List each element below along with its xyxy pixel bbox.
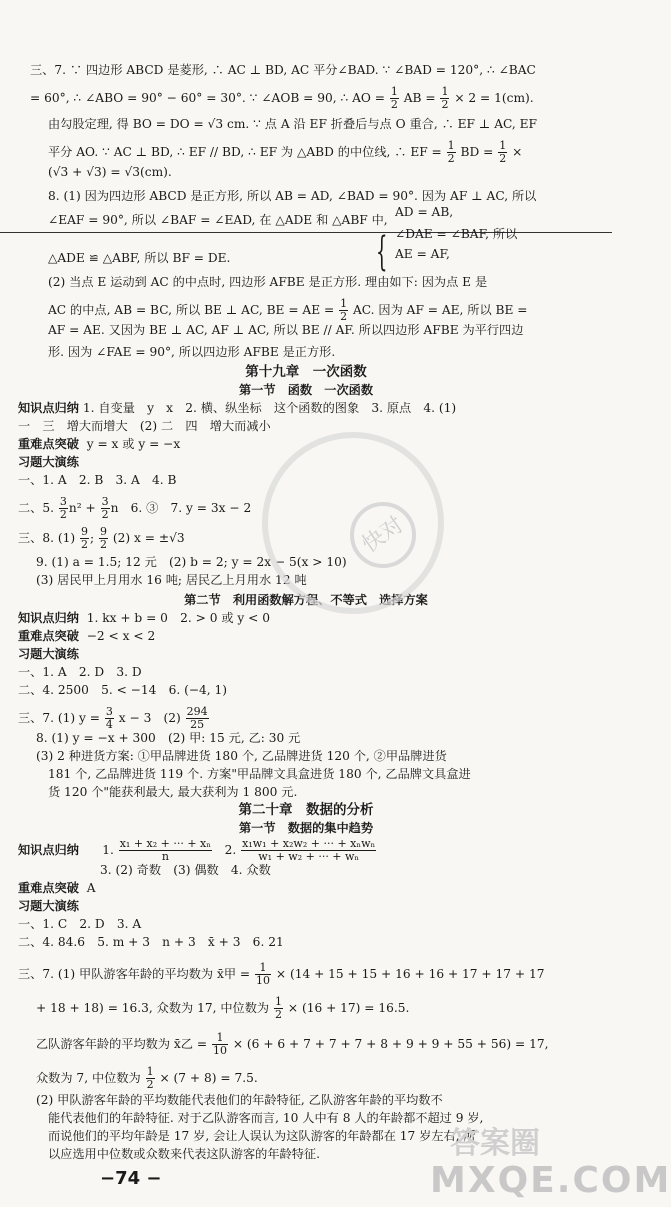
system-line: AE = AF,	[395, 247, 450, 261]
text-line: (2) 甲队游客年龄的平均数能代表他们的年龄特征, 乙队游客年龄的平均数不	[36, 1093, 443, 1107]
text-line: 三、8. (1) $\frac{9}{2}$ ; $\frac{9}{2}$ (2) x = ±√3	[18, 525, 185, 551]
text-line: 181 个, 乙品牌进货 119 个. 方案"甲品牌文具盒进货 180 个, 乙品牌文具盒进	[48, 767, 471, 781]
text-line: 能代表他们的年龄特征. 对于乙队游客而言, 10 人中有 8 人的年龄都不超过 9 岁,	[48, 1111, 484, 1125]
fraction: $\frac{1}{2}$	[441, 85, 449, 111]
text-line: △ADE ≌ △ABF, 所以 BF = DE.	[48, 251, 231, 265]
fraction: $\frac{294}{25}$	[186, 705, 208, 731]
text-line: 重难点突破 A	[18, 881, 96, 895]
fraction: $\frac{1}{2}$	[499, 139, 507, 165]
chapter-title: 第二十章 数据的分析	[238, 802, 374, 818]
label-knowledge: 知识点归纳	[18, 401, 79, 415]
fraction: $\frac{1}{2}$	[340, 297, 348, 323]
text-line: (√3 + √3) = √3(cm).	[48, 165, 172, 179]
fraction: $\frac{1}{2}$	[390, 85, 398, 111]
label-knowledge: 知识点归纳	[18, 611, 79, 625]
text-line: 平分 AO. ∵ AC ⊥ BD, ∴ EF // BD, ∴ EF 为 △ABD 的中位线, ∴ EF = $\frac{1}{2}$ BD = $\frac{1}{2}$ ×	[48, 139, 523, 165]
fraction: $\frac{9}{2}$	[100, 525, 108, 551]
text-line: 三、7. (1) 甲队游客年龄的平均数为 x̄甲 = $\frac{1}{10}$ × (14 + 15 + 15 + 16 + 16 + 17 + 17 + 17	[18, 961, 545, 987]
text-line: AC 的中点, AB = BC, 所以 BE ⊥ AC, BE = AE = $\frac{1}{2}$ AC. 因为 AF = AE, 所以 BE =	[48, 297, 528, 323]
page-number: −74 −	[100, 1168, 162, 1189]
fraction: $\frac{9}{2}$	[81, 525, 89, 551]
text-line: 众数为 7, 中位数为 $\frac{1}{2}$ × (7 + 8) = 7.5.	[36, 1065, 258, 1091]
text-line: (3) 居民甲上月用水 16 吨; 居民乙上月用水 12 吨	[36, 573, 307, 587]
text-line: 二、4. 84.6 5. m + 3 n + 3 x̄ + 3 6. 21	[18, 935, 284, 949]
site-watermark-cn: 答案圈	[450, 1126, 540, 1161]
text-line: (3) 2 种进货方案: ①甲品牌进货 180 个, 乙品牌进货 120 个, ②甲品牌进货	[36, 749, 447, 763]
label-exercises: 习题大演练	[18, 647, 79, 661]
text-line: 乙队游客年龄的平均数为 x̄乙 = $\frac{1}{10}$ × (6 + 6 + 7 + 7 + 7 + 8 + 9 + 9 + 55 + 56) = 17,	[36, 1031, 549, 1057]
text-line: ∠EAF = 90°, 所以 ∠BAF = ∠EAD, 在 △ADE 和 △ABF 中,	[48, 213, 388, 227]
separator-line	[0, 232, 612, 233]
text-line: 重难点突破 −2 < x < 2	[18, 629, 156, 643]
text-line: 重难点突破 y = x 或 y = −x	[18, 437, 181, 451]
text-line: 三、7. ∵ 四边形 ABCD 是菱形, ∴ AC ⊥ BD, AC 平分∠BAD. ∵ ∠BAD = 120°, ∴ ∠BAC	[30, 63, 536, 77]
system-line: AD = AB,	[395, 205, 454, 219]
text-line: 二、5. $\frac{3}{2}$ n² + $\frac{3}{2}$ n 6. ③ 7. y = 3x − 2	[18, 495, 252, 521]
fraction: $\frac{1}{2}$	[447, 139, 455, 165]
text-line: 一、1. A 2. D 3. D	[18, 665, 142, 679]
section-title: 第一节 数据的集中趋势	[238, 821, 374, 835]
chapter-title: 第十九章 一次函数	[245, 364, 367, 380]
text-line: = 60°, ∴ ∠ABO = 90° − 60° = 30°. ∵ ∠AOB = 90, ∴ AO = $\frac{1}{2}$ AB = $\frac{1}{2}$ × 2 = 1(cm).	[30, 85, 534, 111]
text-line: 一、1. C 2. D 3. A	[18, 917, 142, 931]
text-line: AF = AE. 又因为 BE ⊥ AC, AF ⊥ AC, 所以 BE // AF. 所以四边形 AFBE 为平行四边	[48, 323, 524, 337]
text-line: 知识点归纳 1. kx + b = 0 2. > 0 或 y < 0	[18, 611, 270, 625]
text-line: (2) 当点 E 运动到 AC 的中点时, 四边形 AFBE 是正方形. 理由如下: 因为点 E 是	[48, 275, 488, 289]
brace-symbol: {	[376, 229, 388, 275]
label-exercises: 习题大演练	[18, 455, 79, 469]
fraction: $\frac{1}{10}$	[255, 961, 270, 987]
text-line: 二、4. 2500 5. < −14 6. (−4, 1)	[18, 683, 228, 697]
label-key-points: 重难点突破	[18, 881, 79, 895]
label-key-points: 重难点突破	[18, 629, 79, 643]
text-line: 一 三 增大而增大 (2) 二 四 增大而减小	[18, 419, 271, 433]
fraction: $\frac{1}{2}$	[274, 995, 282, 1021]
section-title: 第一节 函数 一次函数	[238, 383, 374, 397]
label-exercises: 习题大演练	[18, 899, 79, 913]
section-title: 第二节 利用函数解方程、不等式 选择方案	[184, 593, 428, 607]
text-line: 8. (1) y = −x + 300 (2) 甲: 15 元, 乙: 30 元	[36, 731, 301, 745]
site-watermark: MXQE.COM	[430, 1160, 671, 1201]
text-line: 三、7. (1) y = $\frac{3}{4}$ x − 3 (2) $\frac{294}{25}$	[18, 705, 208, 731]
fraction: $\frac{3}{2}$	[101, 495, 109, 521]
text-line: 3. (2) 奇数 (3) 偶数 4. 众数	[100, 863, 271, 877]
text-line: 知识点归纳 1. $\frac{\text{x₁ + x₂ + ··· + xₙ}}{n}$ 2. $\frac{\text{x₁w₁ + x₂w₂ + ··· + xₙwₙ}}{\text{w₁ + w₂ + ··· + wₙ}}$	[18, 837, 376, 863]
label-knowledge: 知识点归纳	[18, 843, 79, 857]
text-line: 知识点归纳 1. 自变量 y x 2. 横、纵坐标 这个函数的图象 3. 原点 4. (1)	[18, 401, 457, 415]
fraction: $\frac{\text{x₁w₁ + x₂w₂ + ··· + xₙwₙ}}{\text{w₁ + w₂ + ··· + wₙ}}$	[242, 837, 376, 863]
text-line: + 18 + 18) = 16.3, 众数为 17, 中位数为 $\frac{1}{2}$ × (16 + 17) = 16.5.	[36, 995, 410, 1021]
text-line: 一、1. A 2. B 3. A 4. B	[18, 473, 177, 487]
label-key-points: 重难点突破	[18, 437, 79, 451]
fraction: $\frac{3}{2}$	[59, 495, 67, 521]
text-line: 由勾股定理, 得 BO = DO = √3 cm. ∵ 点 A 沿 EF 折叠后与点 O 重合, ∴ EF ⊥ AC, EF	[48, 117, 537, 131]
fraction: $\frac{1}{10}$	[212, 1031, 227, 1057]
text-line: 形. 因为 ∠FAE = 90°, 所以四边形 AFBE 是正方形.	[48, 345, 336, 359]
stamp-watermark-text: 快对	[357, 512, 409, 559]
text-line: 而说他们的平均年龄是 17 岁, 会让人误认为这队游客的年龄都在 17 岁左右, 所	[48, 1129, 476, 1143]
fraction: $\frac{1}{2}$	[146, 1065, 154, 1091]
text-line: 以应选用中位数或众数来代表这队游客的年龄特征.	[48, 1147, 320, 1161]
fraction: $\frac{\text{x₁ + x₂ + ··· + xₙ}}{n}$	[119, 837, 212, 863]
fraction: $\frac{3}{4}$	[105, 705, 113, 731]
system-line: ∠DAE = ∠BAF, 所以	[395, 227, 518, 241]
text-line: 8. (1) 因为四边形 ABCD 是正方形, 所以 AB = AD, ∠BAD = 90°. 因为 AF ⊥ AC, 所以	[48, 189, 537, 203]
text-line: 9. (1) a = 1.5; 12 元 (2) b = 2; y = 2x − 5(x > 10)	[36, 555, 347, 569]
text-line: 货 120 个"能获利最大, 最大获利为 1 800 元.	[48, 785, 298, 799]
